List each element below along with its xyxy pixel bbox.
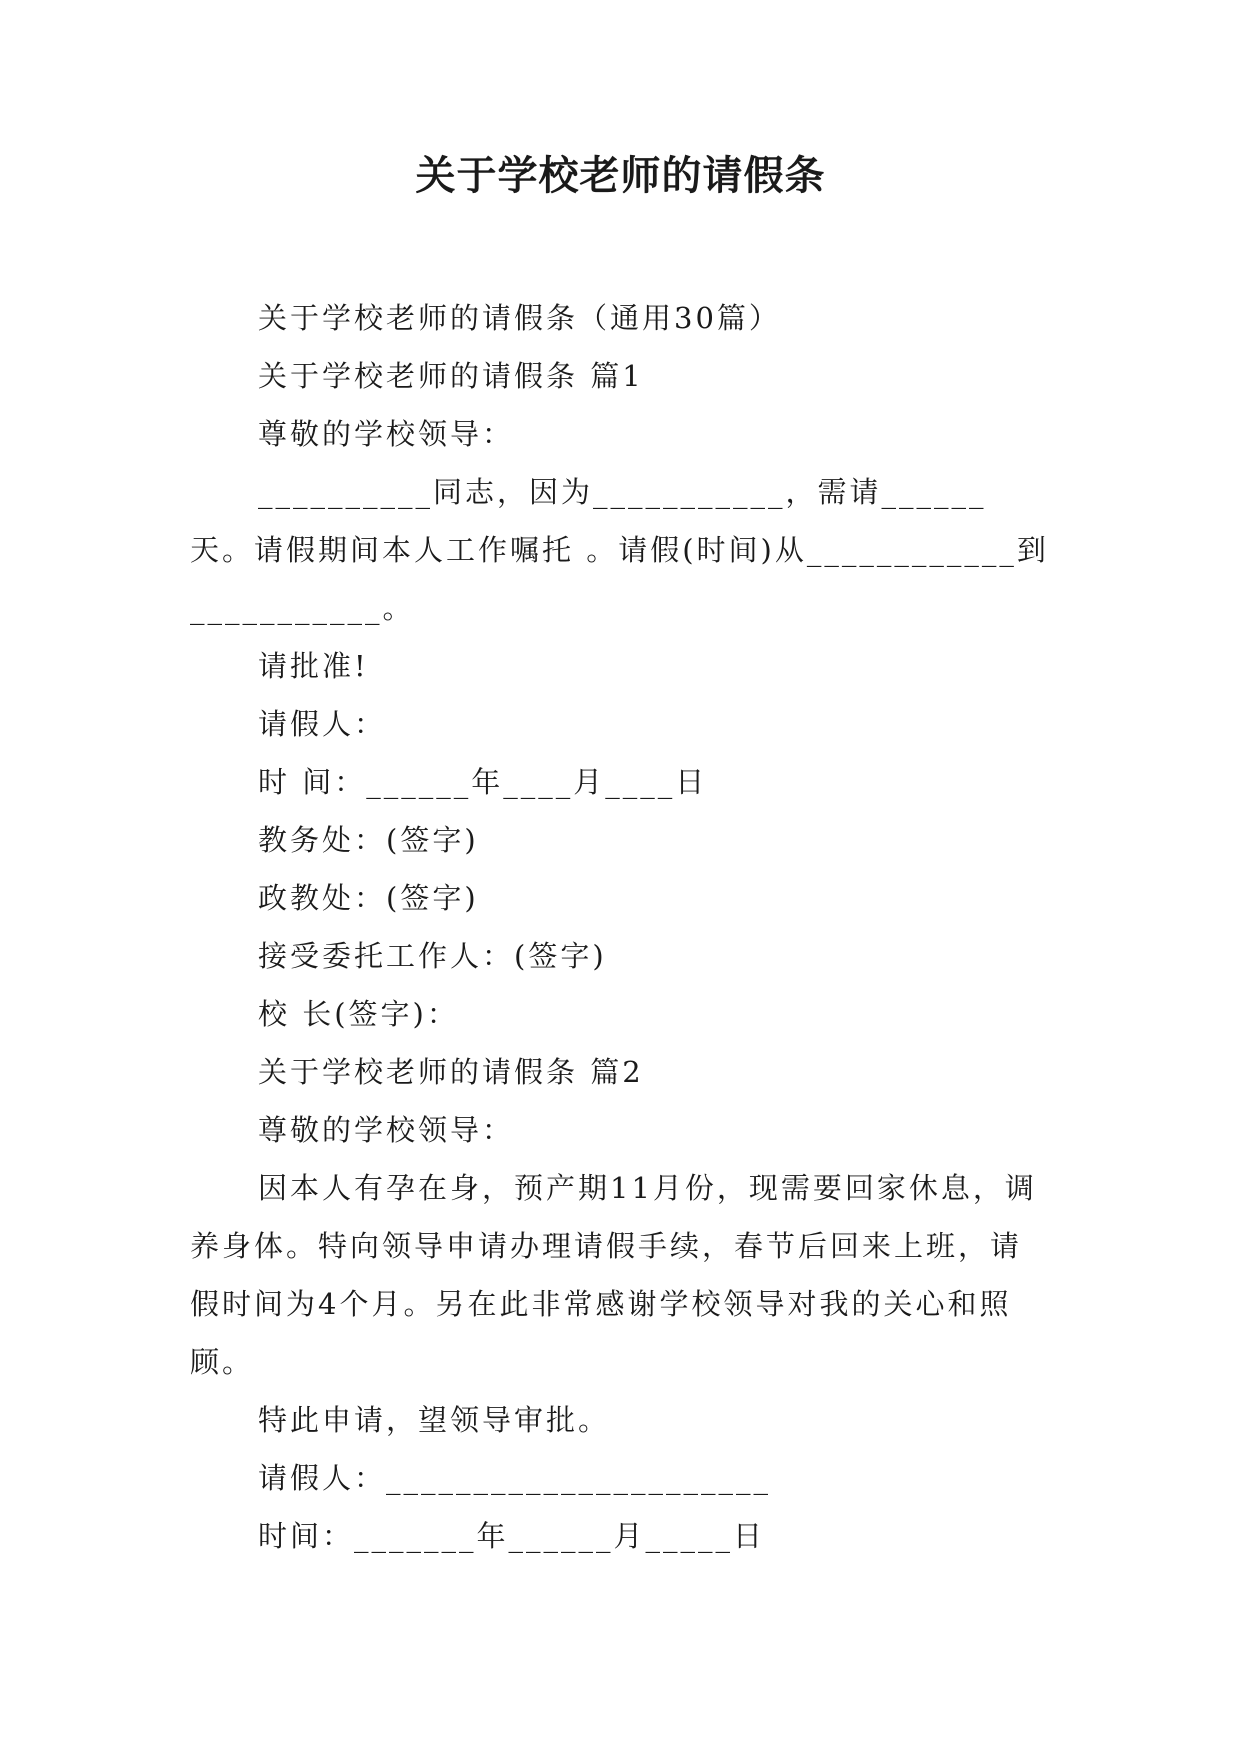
paragraph-date-1: 时 间：______年____月____日 <box>258 765 708 799</box>
paragraph-political-office-signature: 政教处：(签字) <box>258 881 479 915</box>
paragraph-salutation-2: 尊敬的学校领导： <box>258 1113 515 1147</box>
paragraph-section-heading-2: 关于学校老师的请假条 篇2 <box>258 1055 644 1089</box>
paragraph-subtitle: 关于学校老师的请假条（通用30篇） <box>258 301 781 335</box>
paragraph-section-heading-1: 关于学校老师的请假条 篇1 <box>258 359 644 393</box>
document-title: 关于学校老师的请假条 <box>415 153 826 199</box>
paragraph-date-2: 时间：_______年______月_____日 <box>258 1519 766 1553</box>
paragraph-salutation-1: 尊敬的学校领导： <box>258 417 515 451</box>
document-body <box>190 289 1050 1565</box>
paragraph-maternity-leave-body: 因本人有孕在身，预产期11月份，现需要回家休息，调养身体。特向领导申请办理请假手续，春节后回来上班，请假时间为4个月。另在此非常感谢学校领导对我的关心和照顾。 <box>190 1171 1037 1379</box>
paragraph-applicant-2: 请假人：______________________ <box>258 1461 772 1495</box>
paragraph-request-approval: 特此申请，望领导审批。 <box>258 1403 611 1437</box>
paragraph-principal-signature: 校 长(签字)： <box>258 997 459 1031</box>
paragraph-academic-office-signature: 教务处：(签字) <box>258 823 479 857</box>
paragraph-delegate-signature: 接受委托工作人：(签字) <box>258 939 607 973</box>
paragraph-please-approve: 请批准! <box>258 649 369 683</box>
paragraph-applicant-1: 请假人： <box>258 707 387 741</box>
paragraph-leave-request-body: __________同志，因为___________，需请______天。请假期间本人工作嘱托 。请假(时间)从____________到___________。 <box>190 475 1049 625</box>
